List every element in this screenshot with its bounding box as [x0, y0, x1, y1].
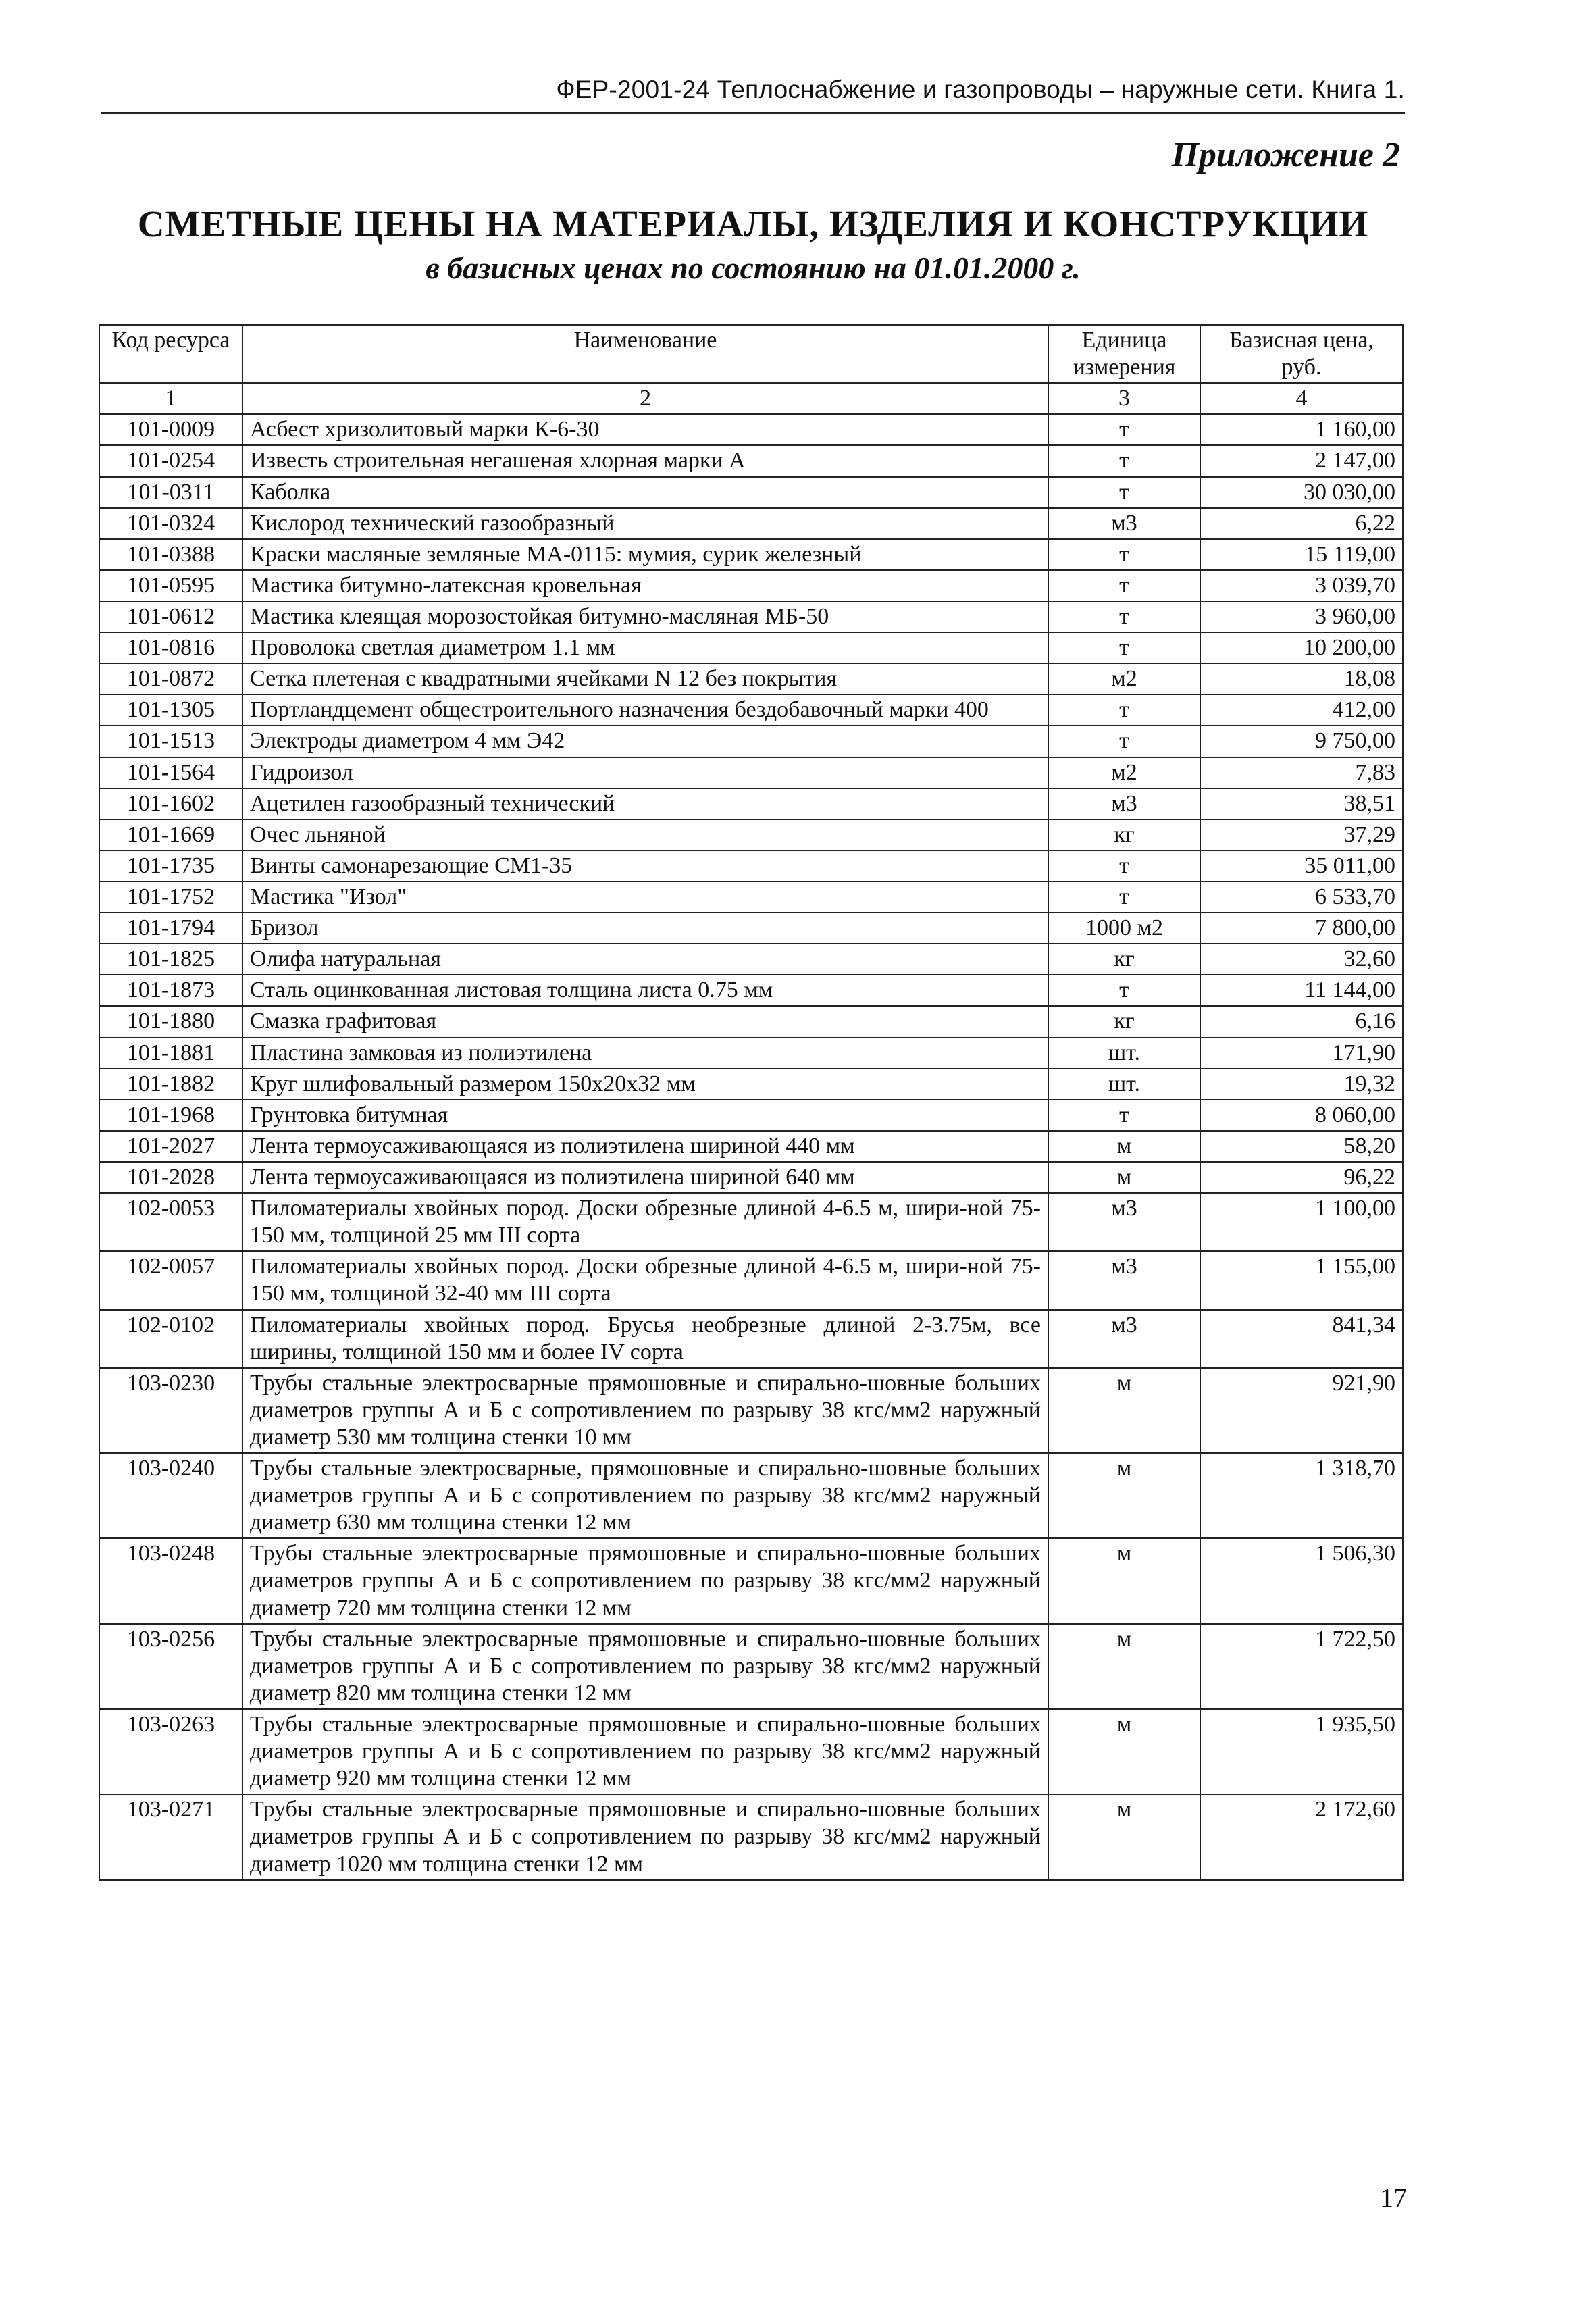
price-cell: 1 100,00 [1200, 1193, 1403, 1251]
table-row [99, 1538, 1403, 1623]
resource-code-cell: 103-0230 [99, 1368, 242, 1453]
unit-cell: т [1048, 850, 1200, 882]
price-cell: 171,90 [1200, 1038, 1403, 1069]
table-row [99, 663, 1403, 694]
unit-cell: м [1048, 1538, 1200, 1623]
resource-code-cell: 101-1880 [99, 1006, 242, 1037]
table-row [99, 1794, 1403, 1879]
page-title: СМЕТНЫЕ ЦЕНЫ НА МАТЕРИАЛЫ, ИЗДЕЛИЯ И КОНСТРУКЦИИ [137, 203, 1369, 245]
table-header-row [99, 325, 1403, 383]
resource-name-cell: Краски масляные земляные МА-0115: мумия, сурик железный [242, 539, 1048, 570]
unit-cell: т [1048, 694, 1200, 726]
unit-cell: м2 [1048, 757, 1200, 788]
resource-name-cell: Бризол [242, 913, 1048, 944]
resource-code-cell: 103-0263 [99, 1709, 242, 1794]
column-number: 2 [242, 383, 1048, 414]
price-cell: 96,22 [1200, 1162, 1403, 1193]
table-row [99, 850, 1403, 882]
resource-name-cell: Каболка [242, 477, 1048, 508]
column-header-price: Базисная цена, руб. [1200, 325, 1403, 383]
table-row [99, 1100, 1403, 1131]
resource-name-cell: Лента термоусаживающаяся из полиэтилена шириной 640 мм [242, 1162, 1048, 1193]
resource-code-cell: 101-1881 [99, 1038, 242, 1069]
resource-code-cell: 101-1794 [99, 913, 242, 944]
unit-cell: м [1048, 1624, 1200, 1709]
unit-cell: м3 [1048, 508, 1200, 539]
table-row [99, 477, 1403, 508]
table-row [99, 1368, 1403, 1453]
resource-code-cell: 101-2028 [99, 1162, 242, 1193]
resource-name-cell: Трубы стальные электросварные прямошовные и спирально-шовные больших диаметров группы А и Б с сопротивлением по разрыву 38 кгс/мм2 наружный диаметр 920 мм толщина стенки 12 мм [242, 1709, 1048, 1794]
price-cell: 6,16 [1200, 1006, 1403, 1037]
price-cell: 7,83 [1200, 757, 1403, 788]
price-cell: 11 144,00 [1200, 975, 1403, 1006]
resource-name-cell: Грунтовка битумная [242, 1100, 1048, 1131]
resource-name-cell: Трубы стальные электросварные, прямошовные и спирально-шовные больших диаметров группы А и Б с сопротивлением по разрыву 38 кгс/мм2 наружный диаметр 630 мм толщина стенки 12 мм [242, 1453, 1048, 1538]
unit-cell: м2 [1048, 663, 1200, 694]
column-header-unit: Единица измерения [1048, 325, 1200, 383]
column-number-row [99, 383, 1403, 414]
resource-name-cell: Сталь оцинкованная листовая толщина листа 0.75 мм [242, 975, 1048, 1006]
column-number: 3 [1048, 383, 1200, 414]
table-row [99, 757, 1403, 788]
header-rule [101, 112, 1405, 114]
unit-cell: шт. [1048, 1038, 1200, 1069]
unit-cell: м3 [1048, 1193, 1200, 1251]
price-cell: 6,22 [1200, 508, 1403, 539]
resource-name-cell: Трубы стальные электросварные прямошовные и спирально-шовные больших диаметров группы А и Б с сопротивлением по разрыву 38 кгс/мм2 наружный диаметр 1020 мм толщина стенки 12 мм [242, 1794, 1048, 1879]
unit-cell: т [1048, 632, 1200, 663]
price-cell: 38,51 [1200, 788, 1403, 819]
price-table [99, 324, 1404, 1881]
unit-cell: м [1048, 1131, 1200, 1162]
resource-code-cell: 101-1968 [99, 1100, 242, 1131]
price-cell: 2 147,00 [1200, 445, 1403, 476]
table-row [99, 819, 1403, 850]
resource-name-cell: Мастика клеящая морозостойкая битумно-масляная МБ-50 [242, 601, 1048, 632]
unit-cell: т [1048, 601, 1200, 632]
resource-name-cell: Трубы стальные электросварные прямошовные и спирально-шовные больших диаметров группы А и Б с сопротивлением по разрыву 38 кгс/мм2 наружный диаметр 530 мм толщина стенки 10 мм [242, 1368, 1048, 1453]
resource-name-cell: Кислород технический газообразный [242, 508, 1048, 539]
price-cell: 18,08 [1200, 663, 1403, 694]
resource-name-cell: Трубы стальные электросварные прямошовные и спирально-шовные больших диаметров группы А и Б с сопротивлением по разрыву 38 кгс/мм2 наружный диаметр 820 мм толщина стенки 12 мм [242, 1624, 1048, 1709]
resource-name-cell: Портландцемент общестроительного назначения бездобавочный марки 400 [242, 694, 1048, 726]
resource-code-cell: 101-1882 [99, 1069, 242, 1100]
column-number: 1 [99, 383, 242, 414]
resource-name-cell: Пиломатериалы хвойных пород. Доски обрезные длиной 4-6.5 м, шири-ной 75-150 мм, толщиной 25 мм III сорта [242, 1193, 1048, 1251]
resource-code-cell: 101-1735 [99, 850, 242, 882]
resource-code-cell: 101-1669 [99, 819, 242, 850]
resource-code-cell: 101-0254 [99, 445, 242, 476]
unit-cell: кг [1048, 944, 1200, 975]
resource-name-cell: Проволока светлая диаметром 1.1 мм [242, 632, 1048, 663]
resource-code-cell: 102-0053 [99, 1193, 242, 1251]
resource-code-cell: 103-0271 [99, 1794, 242, 1879]
table-row [99, 1251, 1403, 1309]
table-row [99, 1006, 1403, 1037]
table-row [99, 1310, 1403, 1368]
resource-code-cell: 101-1564 [99, 757, 242, 788]
resource-code-cell: 103-0248 [99, 1538, 242, 1623]
resource-code-cell: 101-0816 [99, 632, 242, 663]
resource-name-cell: Пиломатериалы хвойных пород. Брусья необрезные длиной 2-3.75м, все ширины, толщиной 150 мм и более IV сорта [242, 1310, 1048, 1368]
price-cell: 15 119,00 [1200, 539, 1403, 570]
resource-code-cell: 101-0324 [99, 508, 242, 539]
price-cell: 37,29 [1200, 819, 1403, 850]
table-row [99, 1162, 1403, 1193]
unit-cell: т [1048, 882, 1200, 913]
resource-name-cell: Смазка графитовая [242, 1006, 1048, 1037]
price-cell: 841,34 [1200, 1310, 1403, 1368]
table-row [99, 539, 1403, 570]
price-cell: 8 060,00 [1200, 1100, 1403, 1131]
price-cell: 412,00 [1200, 694, 1403, 726]
table-row [99, 1193, 1403, 1251]
price-cell: 3 960,00 [1200, 601, 1403, 632]
resource-code-cell: 101-0009 [99, 414, 242, 445]
resource-name-cell: Олифа натуральная [242, 944, 1048, 975]
price-cell: 1 935,50 [1200, 1709, 1403, 1794]
resource-name-cell: Электроды диаметром 4 мм Э42 [242, 726, 1048, 757]
table-row [99, 882, 1403, 913]
resource-name-cell: Очес льняной [242, 819, 1048, 850]
price-cell: 1 160,00 [1200, 414, 1403, 445]
resource-code-cell: 101-0595 [99, 570, 242, 601]
table-row [99, 1709, 1403, 1794]
resource-name-cell: Винты самонарезающие СМ1-35 [242, 850, 1048, 882]
table-row [99, 788, 1403, 819]
unit-cell: м [1048, 1162, 1200, 1193]
resource-name-cell: Пластина замковая из полиэтилена [242, 1038, 1048, 1069]
resource-name-cell: Мастика битумно-латексная кровельная [242, 570, 1048, 601]
table-row [99, 508, 1403, 539]
unit-cell: т [1048, 414, 1200, 445]
resource-code-cell: 101-1305 [99, 694, 242, 726]
resource-code-cell: 103-0256 [99, 1624, 242, 1709]
unit-cell: м3 [1048, 788, 1200, 819]
table-row [99, 913, 1403, 944]
table-row [99, 694, 1403, 726]
unit-cell: т [1048, 477, 1200, 508]
resource-code-cell: 101-1873 [99, 975, 242, 1006]
table-row [99, 1038, 1403, 1069]
resource-name-cell: Ацетилен газообразный технический [242, 788, 1048, 819]
price-cell: 6 533,70 [1200, 882, 1403, 913]
table-row [99, 601, 1403, 632]
resource-code-cell: 101-1752 [99, 882, 242, 913]
table-row [99, 570, 1403, 601]
price-cell: 1 722,50 [1200, 1624, 1403, 1709]
resource-name-cell: Известь строительная негашеная хлорная марки А [242, 445, 1048, 476]
price-cell: 1 318,70 [1200, 1453, 1403, 1538]
resource-code-cell: 102-0057 [99, 1251, 242, 1309]
unit-cell: 1000 м2 [1048, 913, 1200, 944]
table-row [99, 414, 1403, 445]
resource-code-cell: 101-0388 [99, 539, 242, 570]
resource-code-cell: 101-1602 [99, 788, 242, 819]
table-row [99, 1131, 1403, 1162]
table-body [99, 414, 1403, 1879]
page-number: 17 [1380, 2183, 1407, 2213]
table-row [99, 975, 1403, 1006]
resource-name-cell: Трубы стальные электросварные прямошовные и спирально-шовные больших диаметров группы А и Б с сопротивлением по разрыву 38 кгс/мм2 наружный диаметр 720 мм толщина стенки 12 мм [242, 1538, 1048, 1623]
unit-cell: м [1048, 1368, 1200, 1453]
appendix-label: Приложение 2 [1171, 136, 1400, 174]
running-header: ФЕР-2001-24 Теплоснабжение и газопроводы – наружные сети. Книга 1. [556, 76, 1405, 103]
unit-cell: т [1048, 445, 1200, 476]
resource-name-cell: Лента термоусаживающаяся из полиэтилена шириной 440 мм [242, 1131, 1048, 1162]
resource-name-cell: Асбест хризолитовый марки К-6-30 [242, 414, 1048, 445]
resource-name-cell: Гидроизол [242, 757, 1048, 788]
price-cell: 32,60 [1200, 944, 1403, 975]
price-cell: 1 506,30 [1200, 1538, 1403, 1623]
column-number: 4 [1200, 383, 1403, 414]
price-cell: 1 155,00 [1200, 1251, 1403, 1309]
price-cell: 35 011,00 [1200, 850, 1403, 882]
unit-cell: м [1048, 1709, 1200, 1794]
price-cell: 7 800,00 [1200, 913, 1403, 944]
price-cell: 10 200,00 [1200, 632, 1403, 663]
table-row [99, 726, 1403, 757]
resource-code-cell: 101-0872 [99, 663, 242, 694]
table-row [99, 1453, 1403, 1538]
resource-name-cell: Круг шлифовальный размером 150х20х32 мм [242, 1069, 1048, 1100]
unit-cell: т [1048, 1100, 1200, 1131]
resource-code-cell: 103-0240 [99, 1453, 242, 1538]
unit-cell: т [1048, 726, 1200, 757]
unit-cell: м3 [1048, 1310, 1200, 1368]
unit-cell: кг [1048, 819, 1200, 850]
unit-cell: т [1048, 570, 1200, 601]
unit-cell: т [1048, 539, 1200, 570]
price-cell: 921,90 [1200, 1368, 1403, 1453]
resource-name-cell: Сетка плетеная с квадратными ячейками N 12 без покрытия [242, 663, 1048, 694]
resource-code-cell: 101-0311 [99, 477, 242, 508]
price-cell: 3 039,70 [1200, 570, 1403, 601]
unit-cell: шт. [1048, 1069, 1200, 1100]
resource-code-cell: 102-0102 [99, 1310, 242, 1368]
page-subtitle: в базисных ценах по состоянию на 01.01.2000 г. [426, 251, 1081, 285]
price-cell: 9 750,00 [1200, 726, 1403, 757]
unit-cell: т [1048, 975, 1200, 1006]
resource-code-cell: 101-2027 [99, 1131, 242, 1162]
column-header-code: Код ресурса [99, 325, 242, 383]
unit-cell: м3 [1048, 1251, 1200, 1309]
table-row [99, 944, 1403, 975]
table-row [99, 1624, 1403, 1709]
resource-code-cell: 101-0612 [99, 601, 242, 632]
resource-code-cell: 101-1513 [99, 726, 242, 757]
price-cell: 30 030,00 [1200, 477, 1403, 508]
table-row [99, 1069, 1403, 1100]
price-cell: 2 172,60 [1200, 1794, 1403, 1879]
table-row [99, 632, 1403, 663]
unit-cell: м [1048, 1453, 1200, 1538]
unit-cell: кг [1048, 1006, 1200, 1037]
resource-name-cell: Мастика "Изол" [242, 882, 1048, 913]
column-header-name: Наименование [242, 325, 1048, 383]
unit-cell: м [1048, 1794, 1200, 1879]
table-row [99, 445, 1403, 476]
price-cell: 58,20 [1200, 1131, 1403, 1162]
price-cell: 19,32 [1200, 1069, 1403, 1100]
resource-code-cell: 101-1825 [99, 944, 242, 975]
resource-name-cell: Пиломатериалы хвойных пород. Доски обрезные длиной 4-6.5 м, шири-ной 75-150 мм, толщиной 32-40 мм III сорта [242, 1251, 1048, 1309]
